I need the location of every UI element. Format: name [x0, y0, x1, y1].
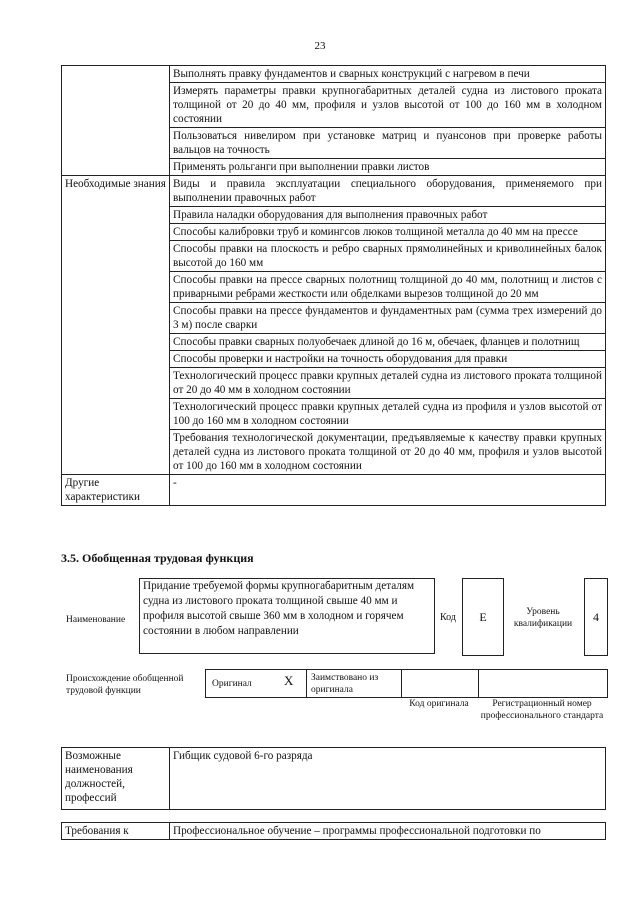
borrowed-label: Заимствовано из оригинала — [311, 673, 379, 695]
row-text: Применять рольганги при выполнении правки листов — [170, 159, 606, 176]
code-original-cell — [401, 669, 479, 698]
row-text: Технологический процесс правки крупных деталей судна из листового проката толщиной от 20 до 40 мм в холодном состоянии — [170, 368, 606, 399]
row-text: Способы правки на прессе фундаментов и фундаментных рам (сумма трех измерений до 3 м) после сварки — [170, 303, 606, 334]
requirements-label: Требования к — [62, 823, 170, 840]
code-original-label: Код оригинала — [409, 699, 469, 709]
name-label: Наименование — [66, 615, 126, 625]
row-text: Выполнять правку фундаментов и сварных конструкций с нагревом в печи — [170, 66, 606, 83]
original-mark: X — [284, 673, 294, 688]
level-value: 4 — [584, 578, 608, 656]
row-text: Способы правки на прессе сварных полотнищ толщиной до 40 мм, полотнищ и листов с приварными ребрами жесткости или обделками вырезов толщиной до 20 мм — [170, 272, 606, 303]
row-text: Требования технологической документации, предъявляемые к качеству правки крупных деталей судна из листового проката толщиной от 20 до 40 мм, профиля и узлов высотой от 100 до 160 мм в холодном состоянии — [170, 430, 606, 475]
reg-number-cell — [478, 669, 608, 698]
knowledge-row — [62, 176, 606, 207]
row-text: Пользоваться нивелиром при установке матриц и пуансонов при проверке работы вальцов на точность — [170, 128, 606, 159]
row-text: - — [170, 475, 606, 506]
skills-knowledge-table — [61, 65, 606, 506]
row-text: Технологический процесс правки крупных деталей судна из профиля и узлов высотой от 100 до 160 мм в холодном состоянии — [170, 399, 606, 430]
row-label-empty — [62, 66, 170, 176]
row-text: Правила наладки оборудования для выполнения правочных работ — [170, 207, 606, 224]
row-text: Измерять параметры правки крупногабаритных деталей судна из листового проката толщиной от 20 до 40 мм, профиля и узлов высотой от 100 до 160 мм в холодном состоянии — [170, 83, 606, 128]
level-label: Уровень квалификации — [513, 607, 573, 629]
row-text: Способы калибровки труб и комингсов люков толщиной металла до 40 мм на прессе — [170, 224, 606, 241]
original-label: Оригинал — [212, 679, 252, 689]
other-row — [62, 475, 606, 506]
requirements-value: Профессиональное обучение – программы профессиональной подготовки по — [170, 823, 606, 840]
positions-table — [61, 747, 606, 810]
positions-label: Возможные наименования должностей, профессий — [62, 748, 170, 810]
code-value: E — [462, 578, 504, 656]
borrowed-cell — [306, 669, 402, 698]
code-label: Код — [440, 612, 456, 623]
page-number: 23 — [314, 40, 326, 52]
row-text: Способы правки на плоскость и ребро сварных прямолинейных и криволинейных балок высотой до 160 мм — [170, 241, 606, 272]
positions-value: Гибщик судовой 6-го разряда — [170, 748, 606, 810]
reg-number-label: Регистрационный номер профессионального стандарта — [480, 699, 604, 721]
section-title: 3.5. Обобщенная трудовая функция — [61, 551, 254, 565]
function-name-value: Придание требуемой формы крупногабаритным деталям судна из листового проката толщиной свыше 40 мм и профиля высотой свыше 360 мм в холодном и горячем состоянии в любом направлении — [139, 578, 435, 654]
row-text: Способы правки сварных полуобечаек длиной до 16 м, обечаек, фланцев и полотнищ — [170, 334, 606, 351]
requirements-table — [61, 822, 606, 840]
original-cell — [205, 669, 307, 698]
row-label: Необходимые знания — [62, 176, 170, 475]
skill-row — [62, 66, 606, 83]
row-label: Другие характеристики — [62, 475, 170, 506]
origin-label: Происхождение обобщенной трудовой функции — [66, 674, 184, 696]
row-text: Способы проверки и настройки на точность оборудования для правки — [170, 351, 606, 368]
row-text: Виды и правила эксплуатации специального оборудования, применяемого при выполнении правочных работ — [170, 176, 606, 207]
